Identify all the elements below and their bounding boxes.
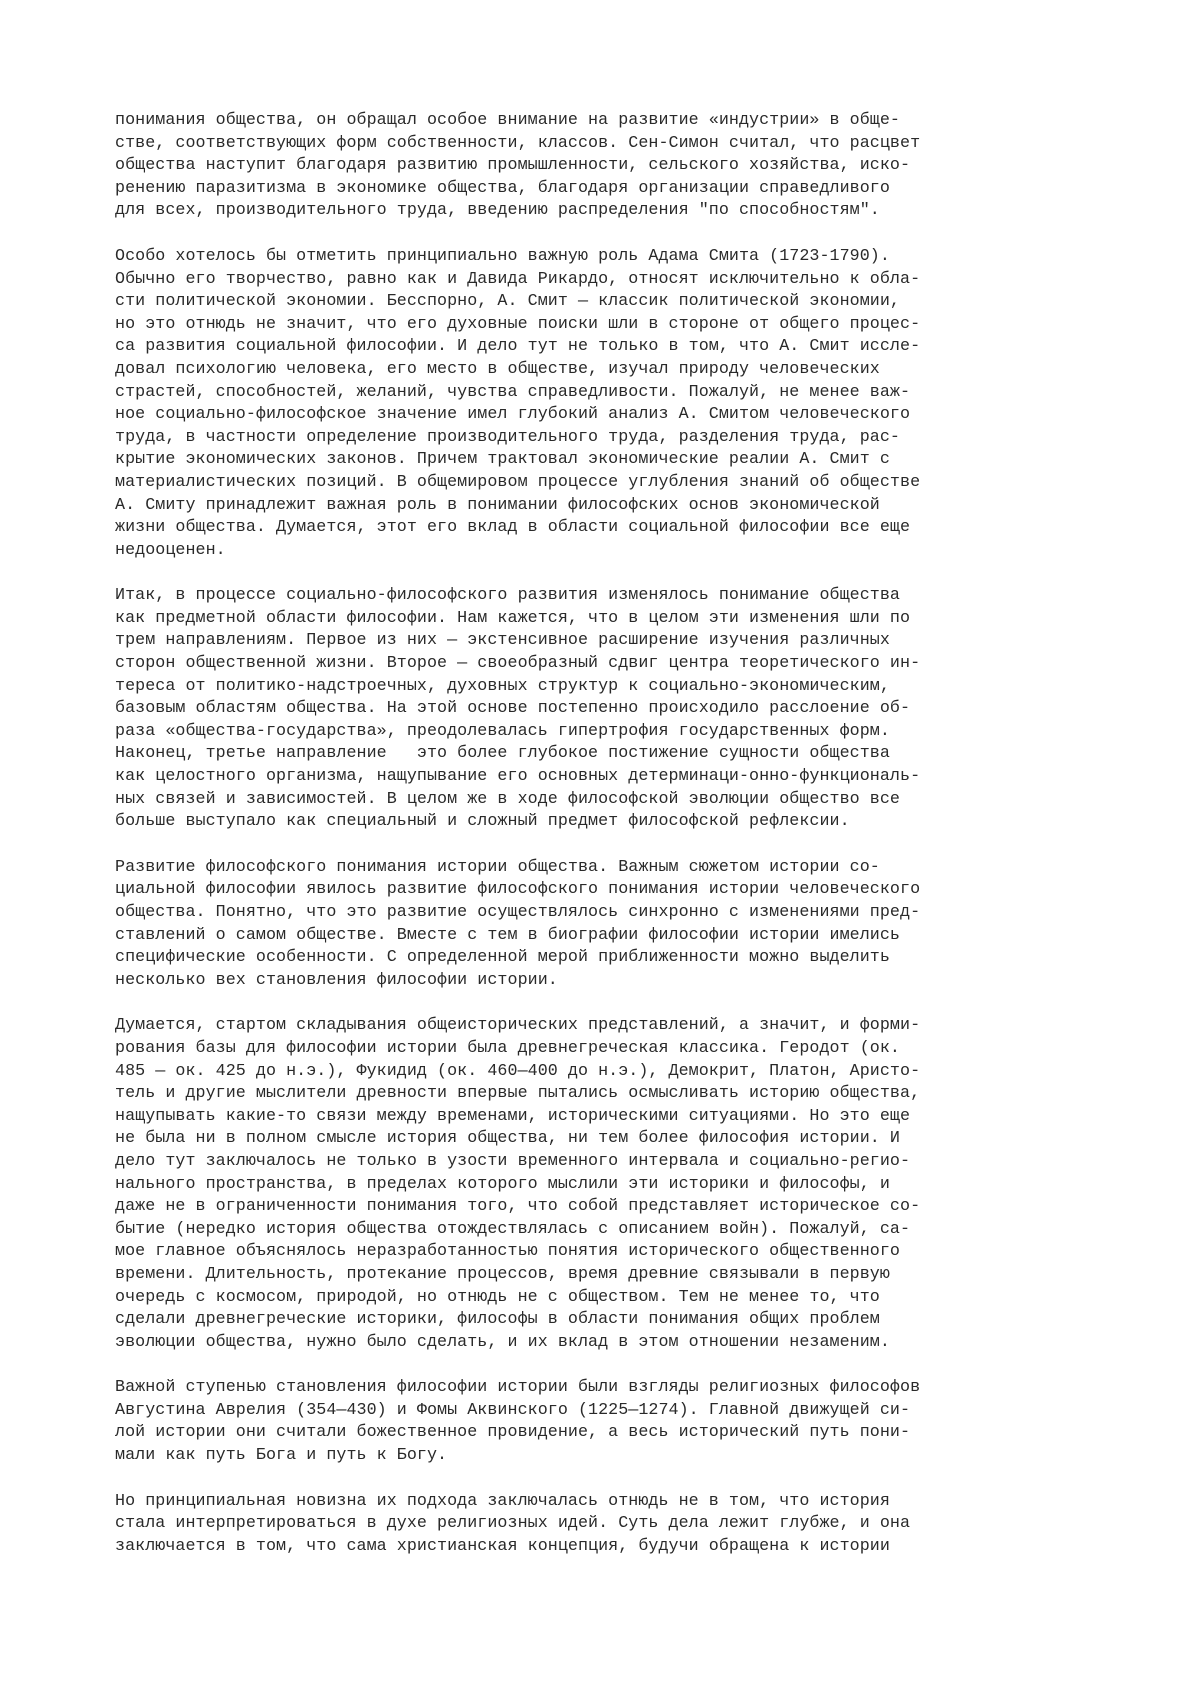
text-line: А. Смиту принадлежит важная роль в понимании философских основ экономической: [115, 495, 880, 515]
text-line: рования базы для философии истории была древнегреческая классика. Геродот (ок.: [115, 1038, 901, 1058]
text-line: заключается в том, что сама христианская концепция, будучи обращена к истории: [115, 1536, 890, 1556]
text-line: несколько вех становления философии истории.: [115, 970, 558, 990]
text-line: раза «общества-государства», преодолевалась гипертрофия государственных форм.: [115, 721, 890, 741]
text-line: крытие экономических законов. Причем трактовал экономические реалии А. Смит с: [115, 450, 890, 470]
text-line: не была ни в полном смысле история общества, ни тем более философия истории. И: [115, 1129, 901, 1149]
text-line: ренению паразитизма в экономике общества, благодаря организации справедливого: [115, 178, 890, 198]
text-line: специфические особенности. С определенной мерой приближенности можно выделить: [115, 948, 890, 968]
text-line: времени. Длительность, протекание процессов, время древние связывали в первую: [115, 1264, 890, 1284]
text-line: ное социально-философское значение имел глубокий анализ А. Смитом человеческого: [115, 405, 911, 425]
paragraph: [115, 1015, 1115, 1354]
document-page: [115, 110, 1115, 1581]
paragraph: [115, 585, 1115, 834]
text-line: стала интерпретироваться в духе религиозных идей. Суть дела лежит глубже, и она: [115, 1514, 911, 1534]
text-line: дело тут заключалось не только в узости временного интервала и социально-регио-: [115, 1151, 911, 1171]
text-line: сторон общественной жизни. Второе — своеобразный сдвиг центра теоретического ин-: [115, 654, 921, 674]
text-line: но это отнюдь не значит, что его духовные поиски шли в стороне от общего процес-: [115, 314, 921, 334]
text-line: жизни общества. Думается, этот его вклад в области социальной философии все еще: [115, 518, 911, 538]
paragraph: [115, 110, 1115, 223]
text-line: нащупывать какие-то связи между временами, историческими ситуациями. Но это еще: [115, 1106, 911, 1126]
text-line: эволюции общества, нужно было сделать, и их вклад в этом отношении незаменим.: [115, 1332, 890, 1352]
text-line: сти политической экономии. Бесспорно, А. Смит — классик политической экономии,: [115, 292, 901, 312]
text-line: бытие (нередко история общества отождествлялась с описанием войн). Пожалуй, са-: [115, 1219, 911, 1239]
text-line: Итак, в процессе социально-философского развития изменялось понимание общества: [115, 586, 901, 606]
text-line: сделали древнегреческие историки, философы в области понимания общих проблем: [115, 1310, 880, 1330]
text-line: нального пространства, в пределах которого мыслили эти историки и философы, и: [115, 1174, 890, 1194]
paragraph: [115, 1377, 1115, 1467]
text-line: Особо хотелось бы отметить принципиально важную роль Адама Смита (1723-1790).: [115, 246, 890, 266]
text-line: для всех, производительного труда, введению распределения "по способностям".: [115, 201, 880, 221]
text-line: общества. Понятно, что это развитие осуществлялось синхронно с изменениями пред-: [115, 903, 921, 922]
text-line: как предметной области философии. Нам кажется, что в целом эти изменения шли по: [115, 608, 911, 628]
text-line: Августина Аврелия (354—430) и Фомы Аквинского (1225—1274). Главной движущей си-: [115, 1400, 911, 1420]
text-line: тель и другие мыслители древности впервые пытались осмысливать историю общества,: [115, 1084, 921, 1104]
text-line: недооценен.: [115, 540, 226, 560]
text-line: страстей, способностей, желаний, чувства справедливости. Пожалуй, не менее важ-: [115, 382, 911, 402]
text-line: Наконец, третье направление это более глубокое постижение сущности общества: [115, 744, 890, 764]
text-line: Обычно его творчество, равно как и Давида Рикардо, относят исключительно к обла-: [115, 269, 921, 289]
text-line: Развитие философского понимания истории общества. Важным сюжетом истории со-: [115, 857, 880, 877]
text-line: очередь с космосом, природой, но отнюдь не с обществом. Тем не менее то, что: [115, 1287, 880, 1307]
paragraph: [115, 857, 1115, 993]
text-line: 485 — ок. 425 до н.э.), Фукидид (ок. 460—400 до н.э.), Демокрит, Платон, Аристо-: [115, 1061, 921, 1081]
paragraph: [115, 1491, 1115, 1559]
text-line: трем направлениям. Первое из них — экстенсивное расширение изучения различных: [115, 631, 890, 651]
text-line: Думается, стартом складывания общеисторических представлений, а значит, и форми-: [115, 1016, 921, 1036]
text-line: Но принципиальная новизна их подхода заключалась отнюдь не в том, что история: [115, 1491, 890, 1511]
text-line: базовым областям общества. На этой основе постепенно происходило расслоение об-: [115, 699, 911, 719]
text-line: стве, соответствующих форм собственности, классов. Сен-Симон считал, что расцвет: [115, 133, 921, 153]
text-line: как целостного организма, нащупывание его основных детерминаци-онно-функциональ-: [115, 767, 921, 787]
text-line: мали как путь Бога и путь к Богу.: [115, 1446, 448, 1466]
text-line: труда, в частности определение производительного труда, разделения труда, рас-: [115, 427, 901, 447]
text-line: Важной ступенью становления философии истории были взгляды религиозных философов: [115, 1378, 921, 1398]
text-line: циальной философии явилось развитие философского понимания истории человеческого: [115, 880, 921, 900]
text-line: общества наступит благодаря развитию промышленности, сельского хозяйства, иско-: [115, 156, 911, 176]
text-line: мое главное объяснялось неразработанностью понятия исторического общественного: [115, 1242, 901, 1262]
paragraph: [115, 246, 1115, 562]
text-line: материалистических позиций. В общемировом процессе углубления знаний об обществе: [115, 472, 921, 492]
text-line: тереса от политико-надстроечных, духовных структур к социально-экономическим,: [115, 676, 890, 696]
text-line: ных связей и зависимостей. В целом же в ходе философской эволюции общество все: [115, 789, 901, 809]
text-line: довал психологию человека, его место в обществе, изучал природу человеческих: [115, 359, 880, 379]
text-line: даже не в ограниченности понимания того, что собой представляет историческое со-: [115, 1197, 921, 1217]
text-line: больше выступало как специальный и сложный предмет философской рефлексии.: [115, 812, 850, 832]
text-line: ставлений о самом обществе. Вместе с тем в биографии философии истории имелись: [115, 925, 901, 945]
text-line: понимания общества, он обращал особое внимание на развитие «индустрии» в обще-: [115, 111, 901, 130]
text-line: лой истории они считали божественное провидение, а весь исторический путь пони-: [115, 1423, 911, 1443]
text-line: са развития социальной философии. И дело тут не только в том, что А. Смит иссле-: [115, 337, 921, 357]
